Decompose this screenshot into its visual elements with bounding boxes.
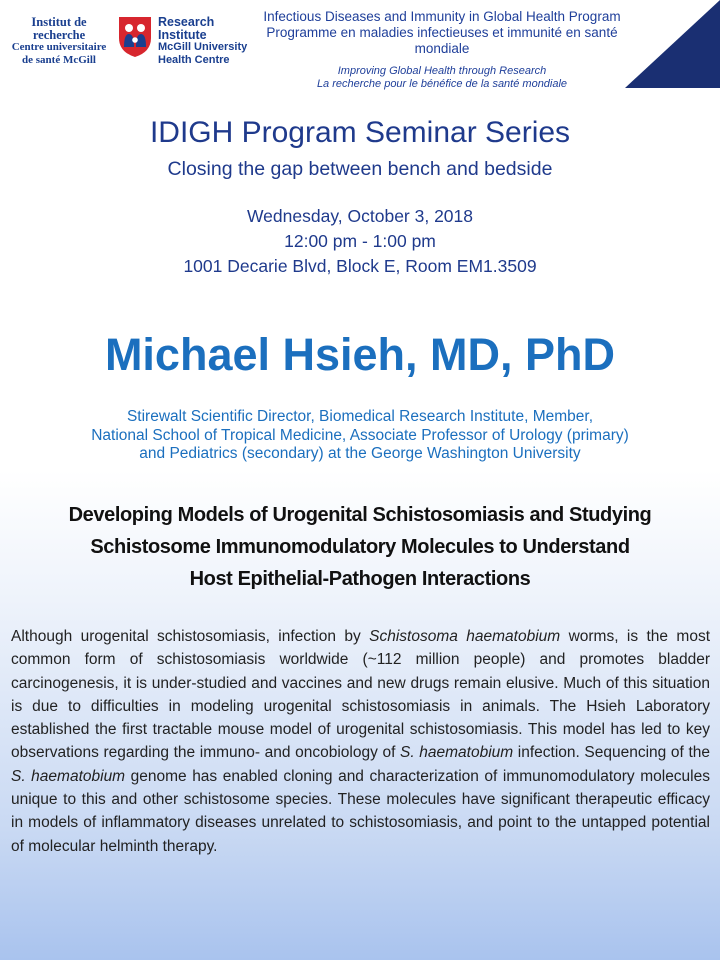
logo-en-line3: McGill University (158, 41, 248, 53)
logo-fr-line3: Centre universitaire (11, 41, 107, 53)
series-title: IDIGH Program Seminar Series (149, 116, 571, 149)
event-details (0, 204, 720, 279)
affiliation-line1: Stirewalt Scientific Director, Biomedical Research Institute, Member, (126, 408, 594, 425)
abstract-text-4: genome has enabled cloning and characterization of immunomodulatory molecules unique to this and other schistosome species. These molecules have significant therapeutic efficacy in models of inflammatory diseases unrelated to schistosomiasis, and point to the untapped potential of molecular helminth therapy. (11, 767, 710, 855)
talk-title-line2: Schistosome Immunomodulatory Molecules to Understand (90, 536, 630, 558)
affiliation-line2: National School of Tropical Medicine, Associate Professor of Urology (primary) (91, 426, 629, 444)
abstract-species-2: S. haematobium (400, 744, 514, 762)
speaker-name: Michael Hsieh, MD, PhD (104, 329, 616, 380)
abstract-text-1: Although urogenital schistosomiasis, infection by (11, 628, 370, 645)
program-header (262, 9, 622, 91)
talk-title (0, 499, 720, 595)
logo-fr-line1: Institut de (31, 15, 87, 29)
logo-en-line2: Institute (158, 27, 207, 42)
event-date: Wednesday, October 3, 2018 (246, 206, 474, 226)
abstract-text-2: worms, is the most common form of schistosomiasis worldwide (~112 million people) and promotes bladder carcinogenesis, it is under-studied and vaccines and new drugs remain elusive. Much of this situation is due to difficulties in modeling urogenital schistosomiasis in animals. The Hsieh Laboratory established the first tractable mouse model of urogenital schistosomiasis. This model has led to key observations regarding the immuno- and oncobiology of (11, 628, 710, 762)
corner-triangle-decoration (625, 0, 720, 88)
program-tagline-en: Improving Global Health through Research (337, 65, 547, 77)
abstract-species-3: S. haematobium (11, 767, 126, 785)
talk-title-line1: Developing Models of Urogenital Schistosomiasis and Studying (68, 504, 652, 526)
event-time: 12:00 pm - 1:00 pm (284, 231, 436, 251)
event-location: 1001 Decarie Blvd, Block E, Room EM1.3509 (183, 256, 537, 276)
logo-text-french (8, 16, 110, 66)
family-shield-icon (116, 14, 154, 58)
program-tagline-fr: La recherche pour le bénéfice de la santé mondiale (316, 78, 568, 90)
logo-en-line1: Research (158, 15, 215, 29)
logo-fr-line2: recherche (32, 27, 86, 42)
logo-fr-line4: de santé McGill (22, 53, 96, 66)
talk-title-line3: Host Epithelial-Pathogen Interactions (189, 568, 531, 590)
ri-muhc-logo (8, 12, 258, 76)
program-name-fr: Programme en maladies infectieuses et immunité en santé mondiale (266, 25, 618, 56)
logo-en-line4: Health Centre (158, 53, 230, 66)
series-subtitle: Closing the gap between bench and bedside (167, 158, 553, 180)
affiliation-line3: and Pediatrics (secondary) at the George Washington University (139, 445, 581, 462)
abstract-text-3: infection. Sequencing of the (513, 744, 710, 762)
abstract-species-1: Schistosoma haematobium (369, 628, 561, 645)
program-name-en: Infectious Diseases and Immunity in Global Health Program (263, 9, 621, 24)
abstract-paragraph (11, 625, 710, 858)
speaker-affiliation (0, 408, 720, 464)
logo-text-english (158, 16, 268, 66)
